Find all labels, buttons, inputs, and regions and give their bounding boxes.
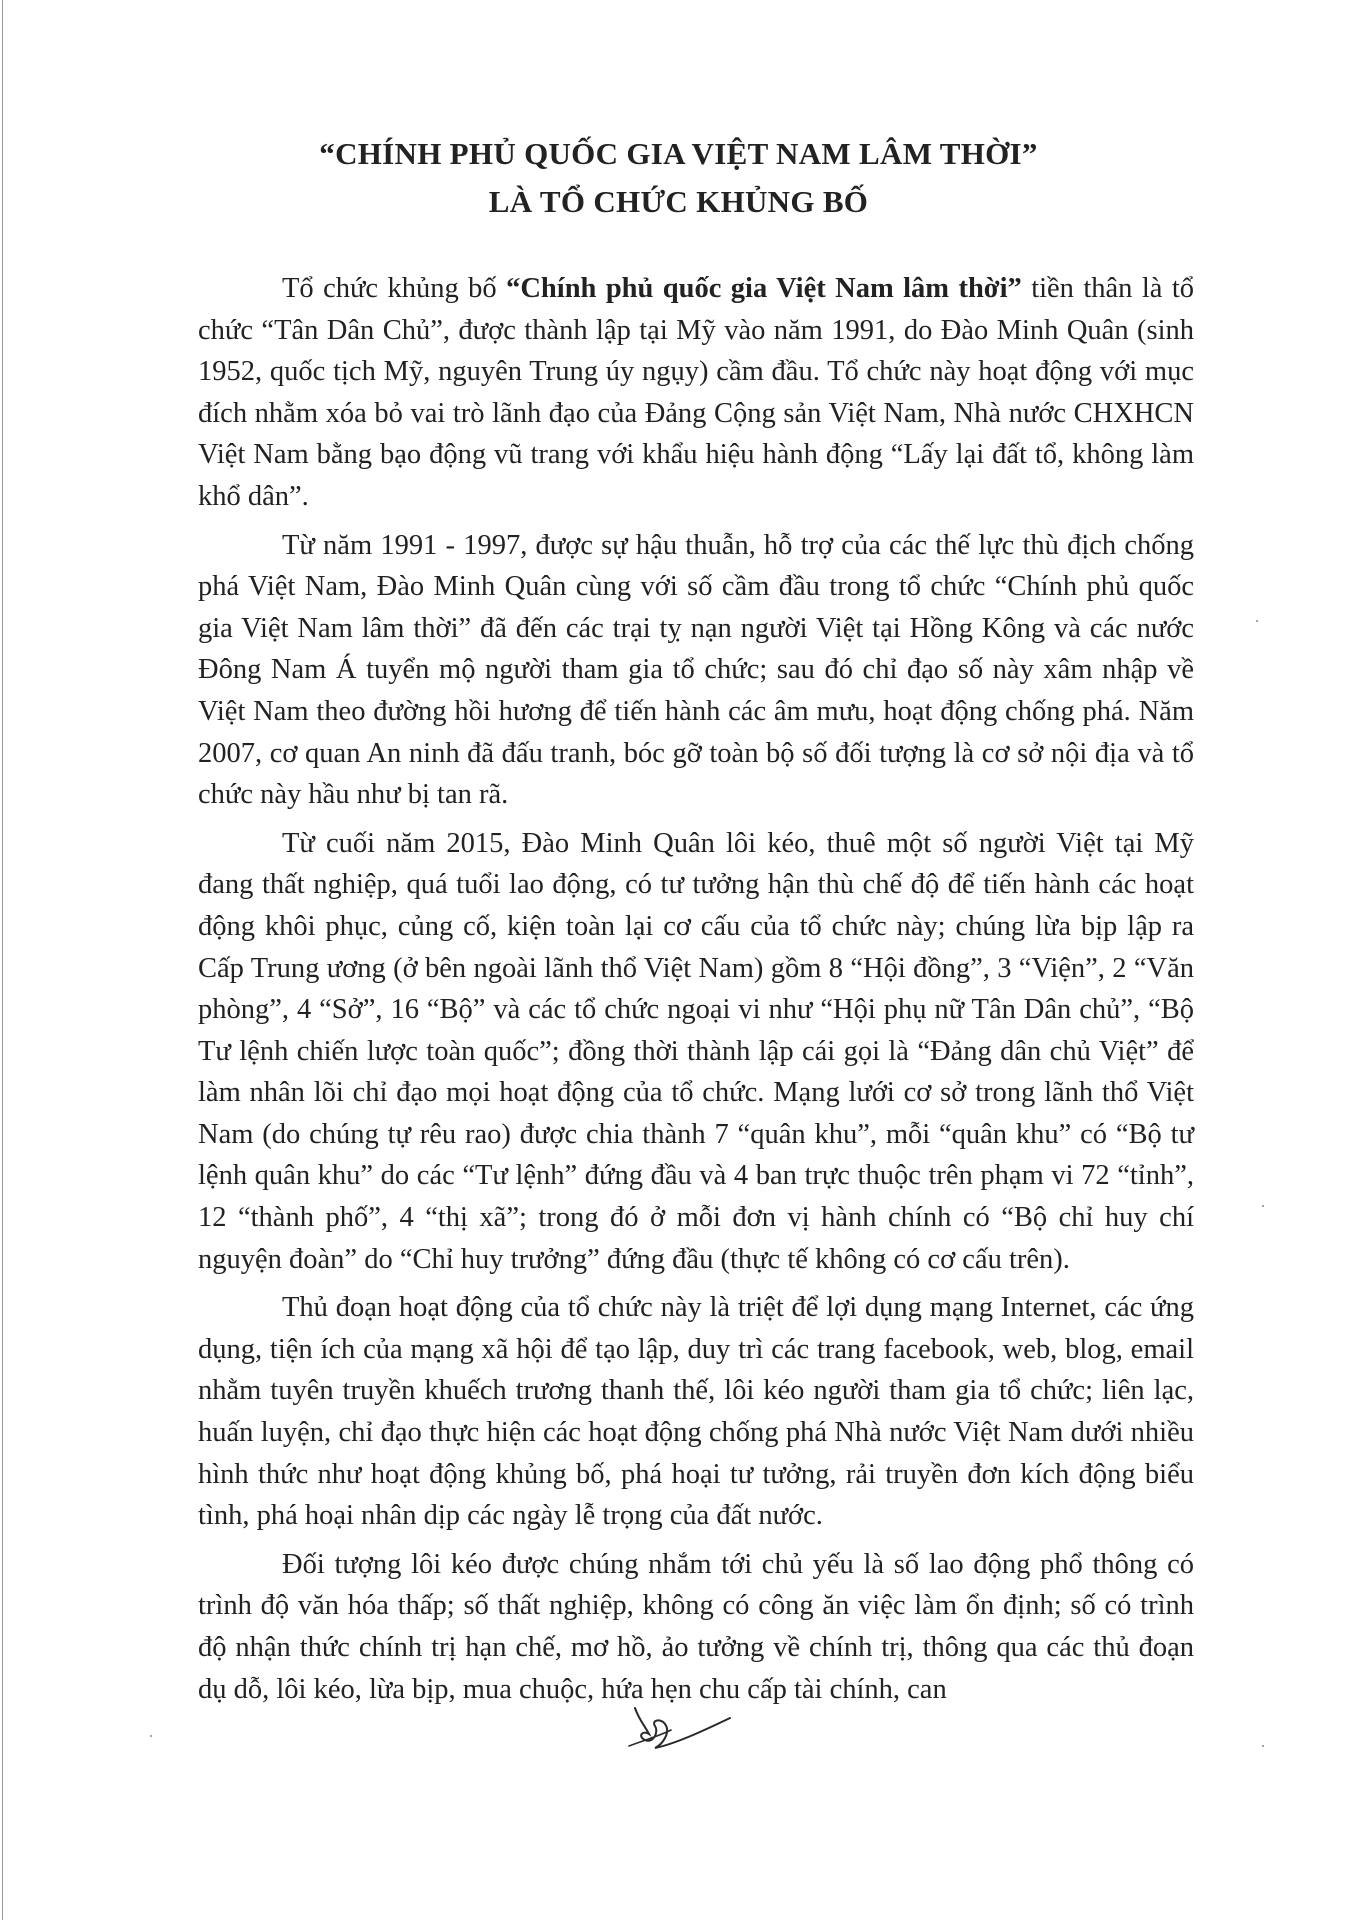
- handwritten-initials: [615, 1700, 735, 1760]
- organization-name-bold: “Chính phủ quốc gia Việt Nam lâm thời”: [506, 273, 1022, 304]
- document-title: [0, 130, 1357, 226]
- paragraph-4: Thủ đoạn hoạt động của tổ chức này là triệt để lợi dụng mạng Internet, các ứng dụng, tiện ích của mạng xã hội để tạo lập, duy trì các trang facebook, web, blog, email nhằm tuyên truyền khuếch trương thanh thế, lôi kéo người tham gia tổ chức; liên lạc, huấn luyện, chỉ đạo thực hiện các hoạt động chống phá Nhà nước Việt Nam dưới nhiều hình thức như hoạt động khủng bố, phá hoại tư tưởng, rải truyền đơn kích động biểu tình, phá hoại nhân dịp các ngày lễ trọng của đất nước.: [198, 1292, 1194, 1532]
- document-body: [198, 268, 1194, 1717]
- paragraph-1-text: tiền thân là tổ chức “Tân Dân Chủ”, được thành lập tại Mỹ vào năm 1991, do Đào Minh Quân (sinh 1952, quốc tịch Mỹ, nguyên Trung úy ngụy) cầm đầu. Tổ chức này hoạt động với mục đích nhằm xóa bỏ vai trò lãnh đạo của Đảng Cộng sản Việt Nam, Nhà nước CHXHCN Việt Nam bằng bạo động vũ trang với khẩu hiệu hành động “Lấy lại đất tổ, không làm khổ dân”.: [198, 273, 1194, 512]
- paragraph-1-lead: Tổ chức khủng bố: [282, 273, 507, 304]
- title-line-2: LÀ TỔ CHỨC KHỦNG BỐ: [488, 184, 869, 219]
- scan-edge-line: [2, 0, 3, 1920]
- paragraph-5: Đối tượng lôi kéo được chúng nhắm tới chủ yếu là số lao động phổ thông có trình độ văn hóa thấp; số thất nghiệp, không có công ăn việc làm ổn định; số có trình độ nhận thức chính trị hạn chế, mơ hồ, ảo tưởng về chính trị, thông qua các thủ đoạn dụ dỗ, lôi kéo, lừa bịp, mua chuộc, hứa hẹn chu cấp tài chính, can: [198, 1548, 1194, 1705]
- paragraph-1: [198, 268, 1194, 518]
- paragraph-3: Từ cuối năm 2015, Đào Minh Quân lôi kéo, thuê một số người Việt tại Mỹ đang thất nghiệp, quá tuổi lao động, có tư tưởng hận thù chế độ để tiến hành các hoạt động khôi phục, củng cố, kiện toàn lại cơ cấu của tổ chức này; chúng lừa bịp lập ra Cấp Trung ương (ở bên ngoài lãnh thổ Việt Nam) gồm 8 “Hội đồng”, 3 “Viện”, 2 “Văn phòng”, 4 “Sở”, 16 “Bộ” và các tổ chức ngoại vi như “Hội phụ nữ Tân Dân chủ”, “Bộ Tư lệnh chiến lược toàn quốc”; đồng thời thành lập cái gọi là “Đảng dân chủ Việt” để làm nhân lõi chỉ đạo mọi hoạt động của tổ chức. Mạng lưới cơ sở trong lãnh thổ Việt Nam (do chúng tự rêu rao) được chia thành 7 “quân khu”, mỗi “quân khu” có “Bộ tư lệnh quân khu” do các “Tư lệnh” đứng đầu và 4 ban trực thuộc trên phạm vi 72 “tỉnh”, 12 “thành phố”, 4 “thị xã”; trong đó ở mỗi đơn vị hành chính có “Bộ chỉ huy chí nguyện đoàn” do “Chỉ huy trưởng” đứng đầu (thực tế không có cơ cấu trên).: [198, 827, 1194, 1275]
- title-line-1: “CHÍNH PHỦ QUỐC GIA VIỆT NAM LÂM THỜI”: [319, 136, 1038, 171]
- scan-speck: [1256, 620, 1258, 622]
- scan-speck: [150, 1735, 152, 1737]
- paragraph-2: Từ năm 1991 - 1997, được sự hậu thuẫn, hỗ trợ của các thế lực thù địch chống phá Việt Nam, Đào Minh Quân cùng với số cầm đầu trong tổ chức “Chính phủ quốc gia Việt Nam lâm thời” đã đến các trại tỵ nạn người Việt tại Hồng Kông và các nước Đông Nam Á tuyển mộ người tham gia tổ chức; sau đó chỉ đạo số này xâm nhập về Việt Nam theo đường hồi hương để tiến hành các âm mưu, hoạt động chống phá. Năm 2007, cơ quan An ninh đã đấu tranh, bóc gỡ toàn bộ số đối tượng là cơ sở nội địa và tổ chức này hầu như bị tan rã.: [198, 529, 1194, 811]
- scan-speck: [1262, 1745, 1264, 1747]
- scan-speck: [1262, 1205, 1264, 1207]
